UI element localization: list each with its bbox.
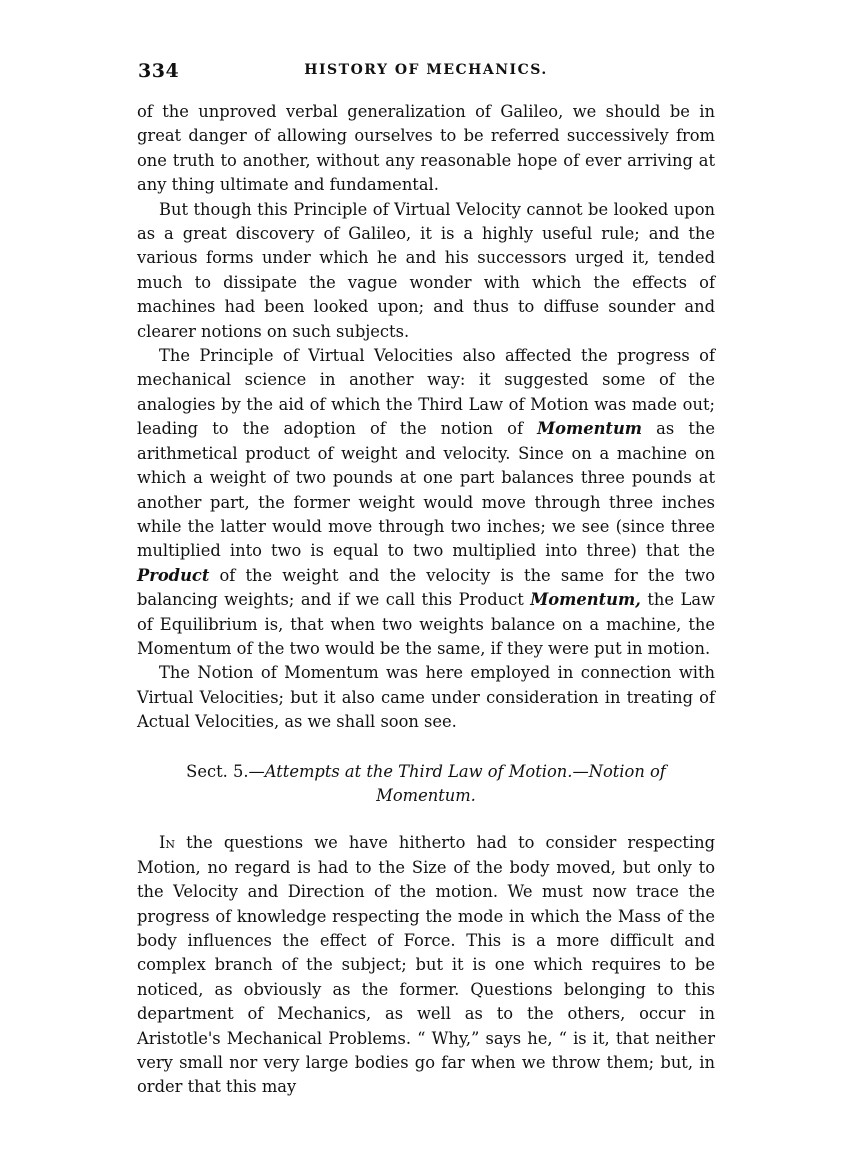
dropcap-word: In [159,833,176,853]
paragraph-5-text: the questions we have hitherto had to consider respecting Motion, no regard is had to the Size of the body moved, but only to the Velocity and Direction of the motion. We must now trace the progress of knowledge respecting the mode in which the Mass of the body influences the effect of Force. This is a more difficult and complex branch of the subject; but it is one which requires to be noticed, as obviously as the former. Questions belonging to this department of Mechanics, as well as to the others, occur in Aristotle's Mechanical Problems. “ Why,” says he, “ is it, that neither very small nor very large bodies go far when we throw them; but, in order that this may [137,833,715,1097]
paragraph-3-text-a: The Principle of Virtual Velocities also affected the progress of mechanical science in another way: it suggested some of the analogies by the aid of which the Third Law of Motion was made out; leading to the adoption of the notion of [137,346,715,439]
paragraph-3 [137,344,715,661]
paragraph-3-text-b: as the arithmetical product of weight and velocity. Since on a machine on which a weight of two pounds at one part balances three pounds at another part, the former weight would move through three inches while the latter would move through two inches; we see (since three multiplied into two is equal to two multiplied into three) that the [137,419,715,561]
running-head [138,60,714,86]
paragraph-3-text-c: of the weight and the velocity is the same for the two balancing weights; and if we call this Product [137,565,715,610]
page-number: 334 [138,60,180,82]
section-title: —Attempts at the Third Law of Motion.—Notion of Momentum. [248,761,666,805]
running-title: HISTORY OF MECHANICS. [304,62,548,78]
term-product: Product [137,565,210,585]
paragraph-1: of the unproved verbal generalization of Galileo, we should be in great danger of allowing ourselves to be referred successively from one truth to another, without any reasonable hope of ever arriving at any thing ultimate and fundamental. [137,102,715,195]
section-heading [137,760,715,809]
paragraph-5 [137,831,715,1099]
term-momentum: Momentum [537,419,643,439]
term-momentum-2: Momentum, [530,590,641,610]
paragraph-3-text-d: the Law of Equilibrium is, that when two weights balance on a machine, the Momentum of the two would be the same, if they were put in motion. [137,590,715,658]
body-text [137,100,715,1100]
paragraph-4: The Notion of Momentum was here employed in connection with Virtual Velocities; but it also came under consideration in treating of Actual Velocities, as we shall soon see. [137,663,715,732]
section-label: Sect. 5. [186,761,249,781]
paragraph-2: But though this Principle of Virtual Velocity cannot be looked upon as a great discovery of Galileo, it is a highly useful rule; and the various forms under which he and his successors urged it, tended much to dissipate the vague wonder with which the effects of machines had been looked upon; and thus to diffuse sounder and clearer notions on such subjects. [137,199,715,341]
